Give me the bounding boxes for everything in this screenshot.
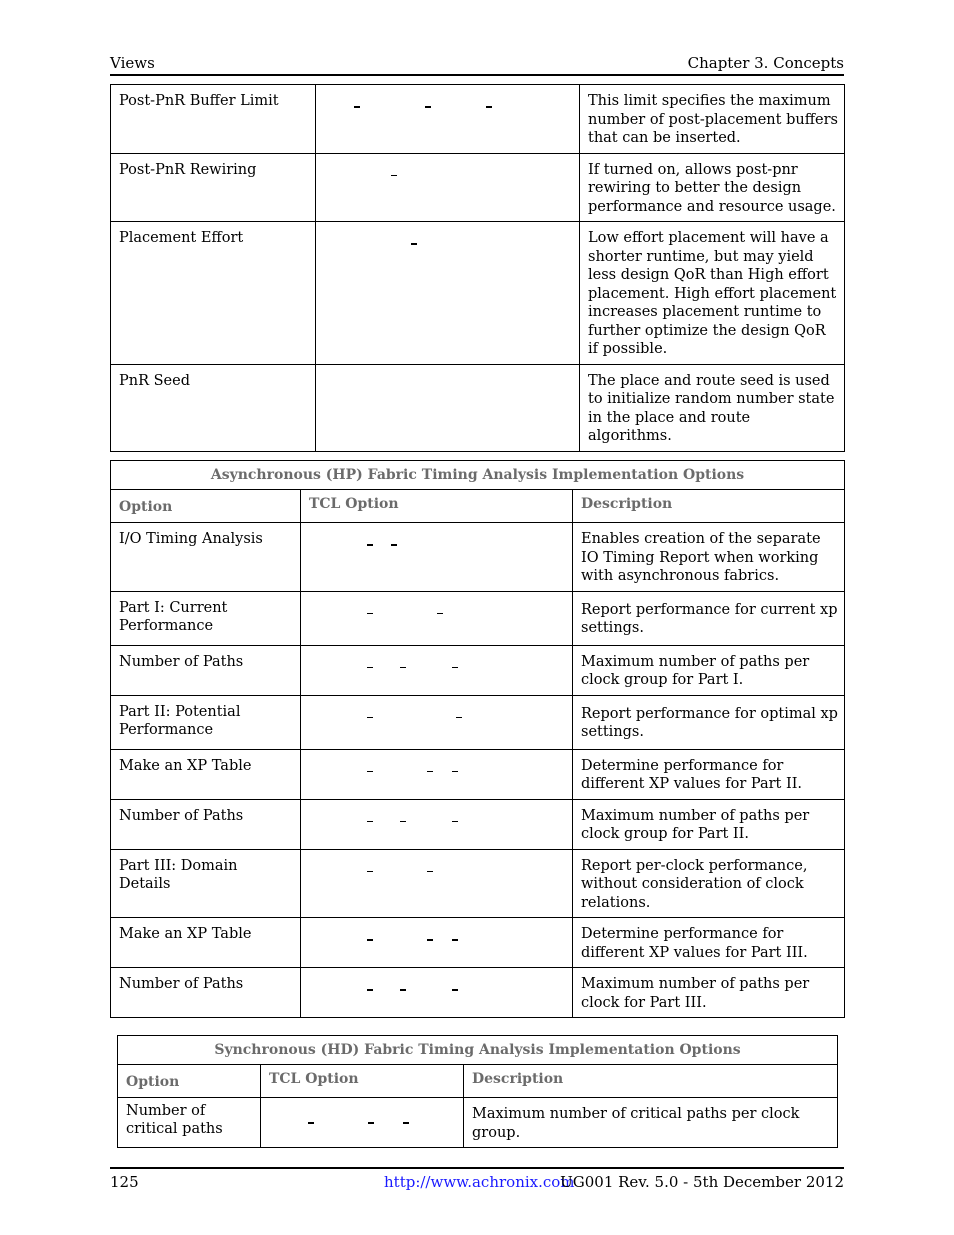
table-row <box>111 523 845 592</box>
table-row <box>111 918 845 968</box>
underscore-mark <box>425 106 431 108</box>
underscore-mark <box>486 106 492 108</box>
underscore-mark <box>411 243 417 245</box>
page-number: 125 <box>110 1173 139 1191</box>
underscore-mark <box>456 717 462 719</box>
description-cell: Enables creation of the separate IO Timing Report when working with asynchronous fabrics. <box>573 523 845 592</box>
option-cell: Placement Effort <box>111 222 316 365</box>
option-cell: Post-PnR Rewiring <box>111 153 316 222</box>
table-row <box>111 153 845 222</box>
underscore-mark <box>400 989 406 991</box>
tcl-option-cell <box>301 799 573 849</box>
description-cell: Maximum number of paths per clock group for Part I. <box>573 645 845 695</box>
description-cell: Low effort placement will have a shorter runtime, but may yield less design QoR than High effort placement. High effort placement increases placement runtime to further optimize the design QoR if possible. <box>580 222 845 365</box>
underscore-mark <box>368 1122 374 1124</box>
table-row <box>111 799 845 849</box>
underscore-mark <box>367 989 373 991</box>
description-cell: Maximum number of critical paths per clock group. <box>464 1098 838 1148</box>
tcl-option-cell <box>261 1098 464 1148</box>
table-row <box>111 968 845 1018</box>
option-cell: Make an XP Table <box>111 749 301 799</box>
sync-timing-options-table <box>117 1035 838 1148</box>
table-row <box>111 695 845 749</box>
column-header-tcl-option: TCL Option <box>301 489 573 523</box>
column-header-option: Option <box>111 489 301 523</box>
async-timing-options-table <box>110 460 845 1018</box>
option-cell: Part III: Domain Details <box>111 849 301 918</box>
table-row <box>111 749 845 799</box>
table-row <box>111 591 845 645</box>
tcl-option-cell <box>316 153 580 222</box>
option-cell: Part I: Current Performance <box>111 591 301 645</box>
underscore-mark <box>452 821 458 823</box>
underscore-mark <box>452 989 458 991</box>
tcl-option-cell <box>301 645 573 695</box>
option-cell: I/O Timing Analysis <box>111 523 301 592</box>
tcl-option-cell <box>301 918 573 968</box>
underscore-mark <box>367 613 373 615</box>
table-caption: Synchronous (HD) Fabric Timing Analysis Implementation Options <box>118 1036 838 1065</box>
option-cell: Number of Paths <box>111 645 301 695</box>
footer-rule <box>110 1167 844 1169</box>
column-header-tcl-option: TCL Option <box>261 1064 464 1098</box>
column-header-description: Description <box>464 1064 838 1098</box>
table-row <box>111 85 845 154</box>
underscore-mark <box>452 667 458 669</box>
underscore-mark <box>427 871 433 873</box>
underscore-mark <box>367 717 373 719</box>
tcl-option-cell <box>301 849 573 918</box>
option-cell: Number of Paths <box>111 968 301 1018</box>
header-section-title: Views <box>110 54 155 72</box>
underscore-mark <box>367 667 373 669</box>
underscore-mark <box>452 771 458 773</box>
tcl-option-cell <box>301 695 573 749</box>
underscore-mark <box>400 821 406 823</box>
description-cell: Determine performance for different XP values for Part III. <box>573 918 845 968</box>
underscore-mark <box>367 939 373 941</box>
table-row <box>111 849 845 918</box>
description-cell: Determine performance for different XP values for Part II. <box>573 749 845 799</box>
underscore-mark <box>354 106 360 108</box>
description-cell: Report per-clock performance, without consideration of clock relations. <box>573 849 845 918</box>
option-cell: PnR Seed <box>111 364 316 451</box>
document-revision: UG001 Rev. 5.0 - 5th December 2012 <box>560 1173 844 1191</box>
option-cell: Number of Paths <box>111 799 301 849</box>
underscore-mark <box>400 667 406 669</box>
underscore-mark <box>308 1122 314 1124</box>
description-cell: Maximum number of paths per clock for Part III. <box>573 968 845 1018</box>
underscore-mark <box>391 175 397 177</box>
underscore-mark <box>391 544 397 546</box>
option-cell: Post-PnR Buffer Limit <box>111 85 316 154</box>
underscore-mark <box>452 939 458 941</box>
description-cell: Report performance for optimal xp settings. <box>573 695 845 749</box>
underscore-mark <box>367 871 373 873</box>
underscore-mark <box>427 771 433 773</box>
website-link[interactable]: http://www.achronix.com <box>384 1173 575 1191</box>
underscore-mark <box>403 1122 409 1124</box>
underscore-mark <box>427 939 433 941</box>
description-cell: The place and route seed is used to initialize random number state in the place and route algorithms. <box>580 364 845 451</box>
option-cell: Part II: Potential Performance <box>111 695 301 749</box>
table-row <box>111 222 845 365</box>
underscore-mark <box>367 771 373 773</box>
tcl-option-cell <box>301 523 573 592</box>
header-rule <box>110 74 844 76</box>
description-cell: If turned on, allows post-pnr rewiring to better the design performance and resource usage. <box>580 153 845 222</box>
underscore-mark <box>367 821 373 823</box>
pnr-options-table <box>110 84 845 452</box>
description-cell: Maximum number of paths per clock group for Part II. <box>573 799 845 849</box>
tcl-option-cell <box>301 968 573 1018</box>
running-footer <box>110 1173 844 1193</box>
underscore-mark <box>367 544 373 546</box>
table-caption: Asynchronous (HP) Fabric Timing Analysis Implementation Options <box>111 461 845 490</box>
description-cell: Report performance for current xp settings. <box>573 591 845 645</box>
description-cell: This limit specifies the maximum number of post-placement buffers that can be inserted. <box>580 85 845 154</box>
tcl-option-cell <box>316 364 580 451</box>
column-header-option: Option <box>118 1064 261 1098</box>
tcl-option-cell <box>316 222 580 365</box>
header-chapter-title: Chapter 3. Concepts <box>687 54 844 72</box>
table-row <box>111 645 845 695</box>
table-row <box>118 1098 838 1148</box>
running-header <box>110 54 844 76</box>
underscore-mark <box>437 613 443 615</box>
tcl-option-cell <box>316 85 580 154</box>
tcl-option-cell <box>301 749 573 799</box>
option-cell: Make an XP Table <box>111 918 301 968</box>
tcl-option-cell <box>301 591 573 645</box>
table-row <box>111 364 845 451</box>
column-header-description: Description <box>573 489 845 523</box>
option-cell: Number of critical paths <box>118 1098 261 1148</box>
